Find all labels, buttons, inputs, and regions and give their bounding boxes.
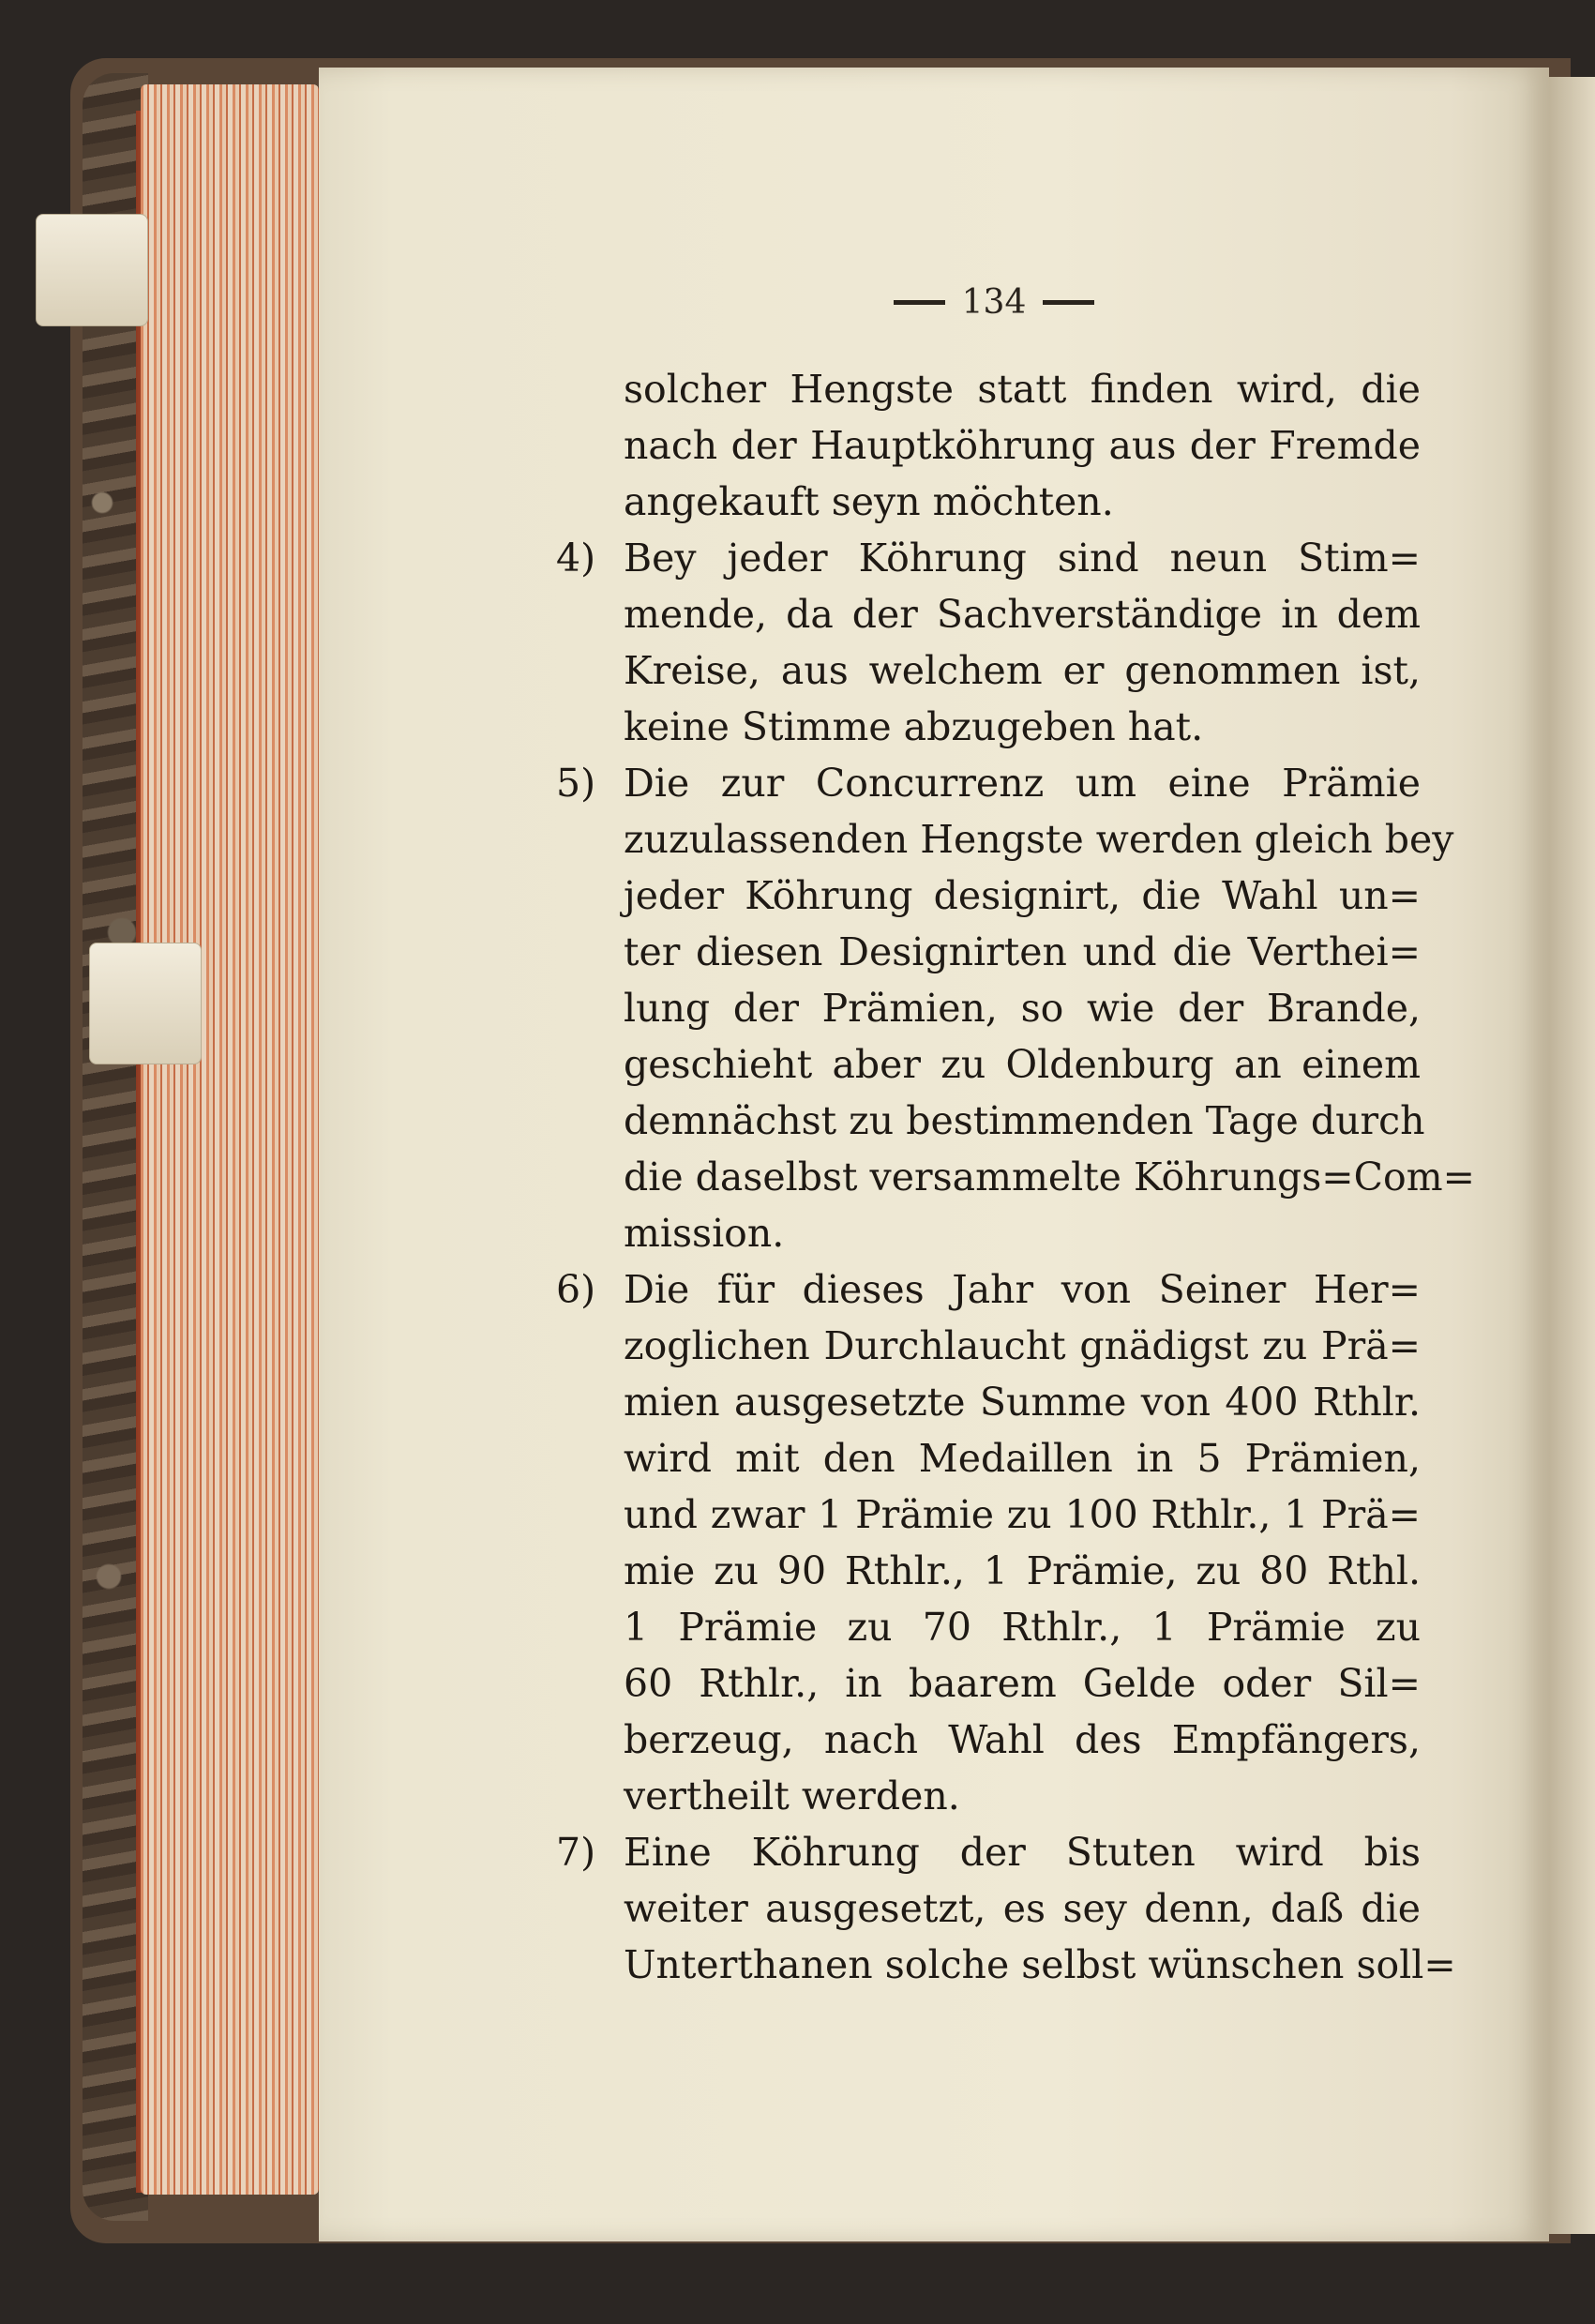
page-number-text: 134 bbox=[961, 282, 1027, 322]
text-line bbox=[624, 1430, 1421, 1486]
item-number: 7) bbox=[556, 1830, 596, 1875]
line-text: mien ausgesetzte Summe von 400 Rthlr. bbox=[624, 1380, 1421, 1425]
line-text: 1 Prämie zu 70 Rthlr., 1 Prämie zu bbox=[624, 1605, 1421, 1650]
line-text: Kreise, aus welchem er genommen ist, bbox=[624, 648, 1421, 693]
line-text: mende, da der Sachverständige in dem bbox=[624, 592, 1421, 637]
line-text: lung der Prämien, so wie der Brande, bbox=[624, 986, 1421, 1031]
text-line bbox=[624, 1093, 1425, 1149]
line-text: berzeug, nach Wahl des Empfängers, bbox=[624, 1717, 1421, 1762]
text-line bbox=[624, 1937, 1456, 1993]
text-line bbox=[624, 811, 1454, 868]
line-text: Unterthanen solche selbst wünschen soll= bbox=[624, 1942, 1456, 1987]
text-line bbox=[624, 361, 1421, 417]
text-line bbox=[624, 1768, 1421, 1824]
line-text: Bey jeder Köhrung sind neun Stim= bbox=[624, 536, 1421, 581]
text-line bbox=[624, 642, 1421, 699]
line-text: wird mit den Medaillen in 5 Prämien, bbox=[624, 1436, 1421, 1481]
dash-right bbox=[1043, 300, 1094, 305]
line-text: ter diesen Designirten und die Verthei= bbox=[624, 929, 1421, 974]
line-text: geschieht aber zu Oldenburg an einem bbox=[624, 1042, 1421, 1087]
line-text: Die für dieses Jahr von Seiner Her= bbox=[624, 1267, 1421, 1312]
text-line bbox=[624, 980, 1421, 1036]
line-text: nach der Hauptköhrung aus der Fremde bbox=[624, 423, 1421, 468]
text-line bbox=[624, 1374, 1421, 1430]
line-text: die daselbst versammelte Köhrungs=Com= bbox=[624, 1154, 1475, 1200]
line-text: zuzulassenden Hengste werden gleich bey bbox=[624, 817, 1454, 862]
text-line bbox=[556, 755, 1421, 811]
text-line bbox=[624, 1655, 1421, 1712]
line-text: 60 Rthlr., in baarem Gelde oder Sil= bbox=[624, 1661, 1421, 1706]
line-text: mission. bbox=[624, 1211, 785, 1256]
item-number: 5) bbox=[556, 761, 596, 806]
line-text: Die zur Concurrenz um eine Prämie bbox=[624, 761, 1421, 806]
text-line bbox=[624, 868, 1421, 924]
dash-left bbox=[894, 300, 945, 305]
text-line bbox=[624, 417, 1421, 474]
line-text: keine Stimme abzugeben hat. bbox=[624, 704, 1204, 749]
item-number: 4) bbox=[556, 536, 596, 581]
text-line bbox=[624, 1318, 1421, 1374]
facing-page-edge bbox=[1549, 77, 1595, 2234]
line-text: solcher Hengste statt finden wird, die bbox=[624, 367, 1421, 412]
text-line bbox=[624, 1486, 1421, 1543]
line-text: jeder Köhrung designirt, die Wahl un= bbox=[624, 873, 1421, 918]
line-text: vertheilt werden. bbox=[624, 1773, 960, 1818]
page-text bbox=[556, 361, 1475, 1993]
text-line bbox=[624, 1543, 1421, 1599]
item-number: 6) bbox=[556, 1267, 596, 1312]
text-line bbox=[624, 1599, 1421, 1655]
text-line bbox=[624, 699, 1421, 755]
line-text: Eine Köhrung der Stuten wird bis bbox=[624, 1830, 1421, 1875]
text-line bbox=[624, 474, 1421, 530]
text-line bbox=[624, 1036, 1421, 1093]
text-line bbox=[556, 1824, 1421, 1880]
bookmark-tab-top bbox=[36, 214, 148, 326]
line-text: weiter ausgesetzt, es sey denn, daß die bbox=[624, 1886, 1421, 1931]
text-line bbox=[624, 586, 1421, 642]
text-line bbox=[556, 1261, 1421, 1318]
text-line bbox=[624, 1205, 1421, 1261]
page-number bbox=[872, 274, 1116, 330]
line-text: und zwar 1 Prämie zu 100 Rthlr., 1 Prä= bbox=[624, 1492, 1421, 1537]
line-text: angekauft seyn möchten. bbox=[624, 479, 1114, 524]
line-text: demnächst zu bestimmenden Tage durch bbox=[624, 1098, 1425, 1143]
text-line bbox=[624, 1149, 1475, 1205]
line-text: zoglichen Durchlaucht gnädigst zu Prä= bbox=[624, 1323, 1421, 1368]
text-line bbox=[624, 1712, 1421, 1768]
bookmark-tab-middle bbox=[89, 943, 202, 1064]
text-line bbox=[556, 530, 1421, 586]
text-line bbox=[624, 1880, 1421, 1937]
line-text: mie zu 90 Rthlr., 1 Prämie, zu 80 Rthl. bbox=[624, 1548, 1421, 1593]
page-stack-edge bbox=[141, 84, 319, 2195]
text-line bbox=[624, 924, 1421, 980]
